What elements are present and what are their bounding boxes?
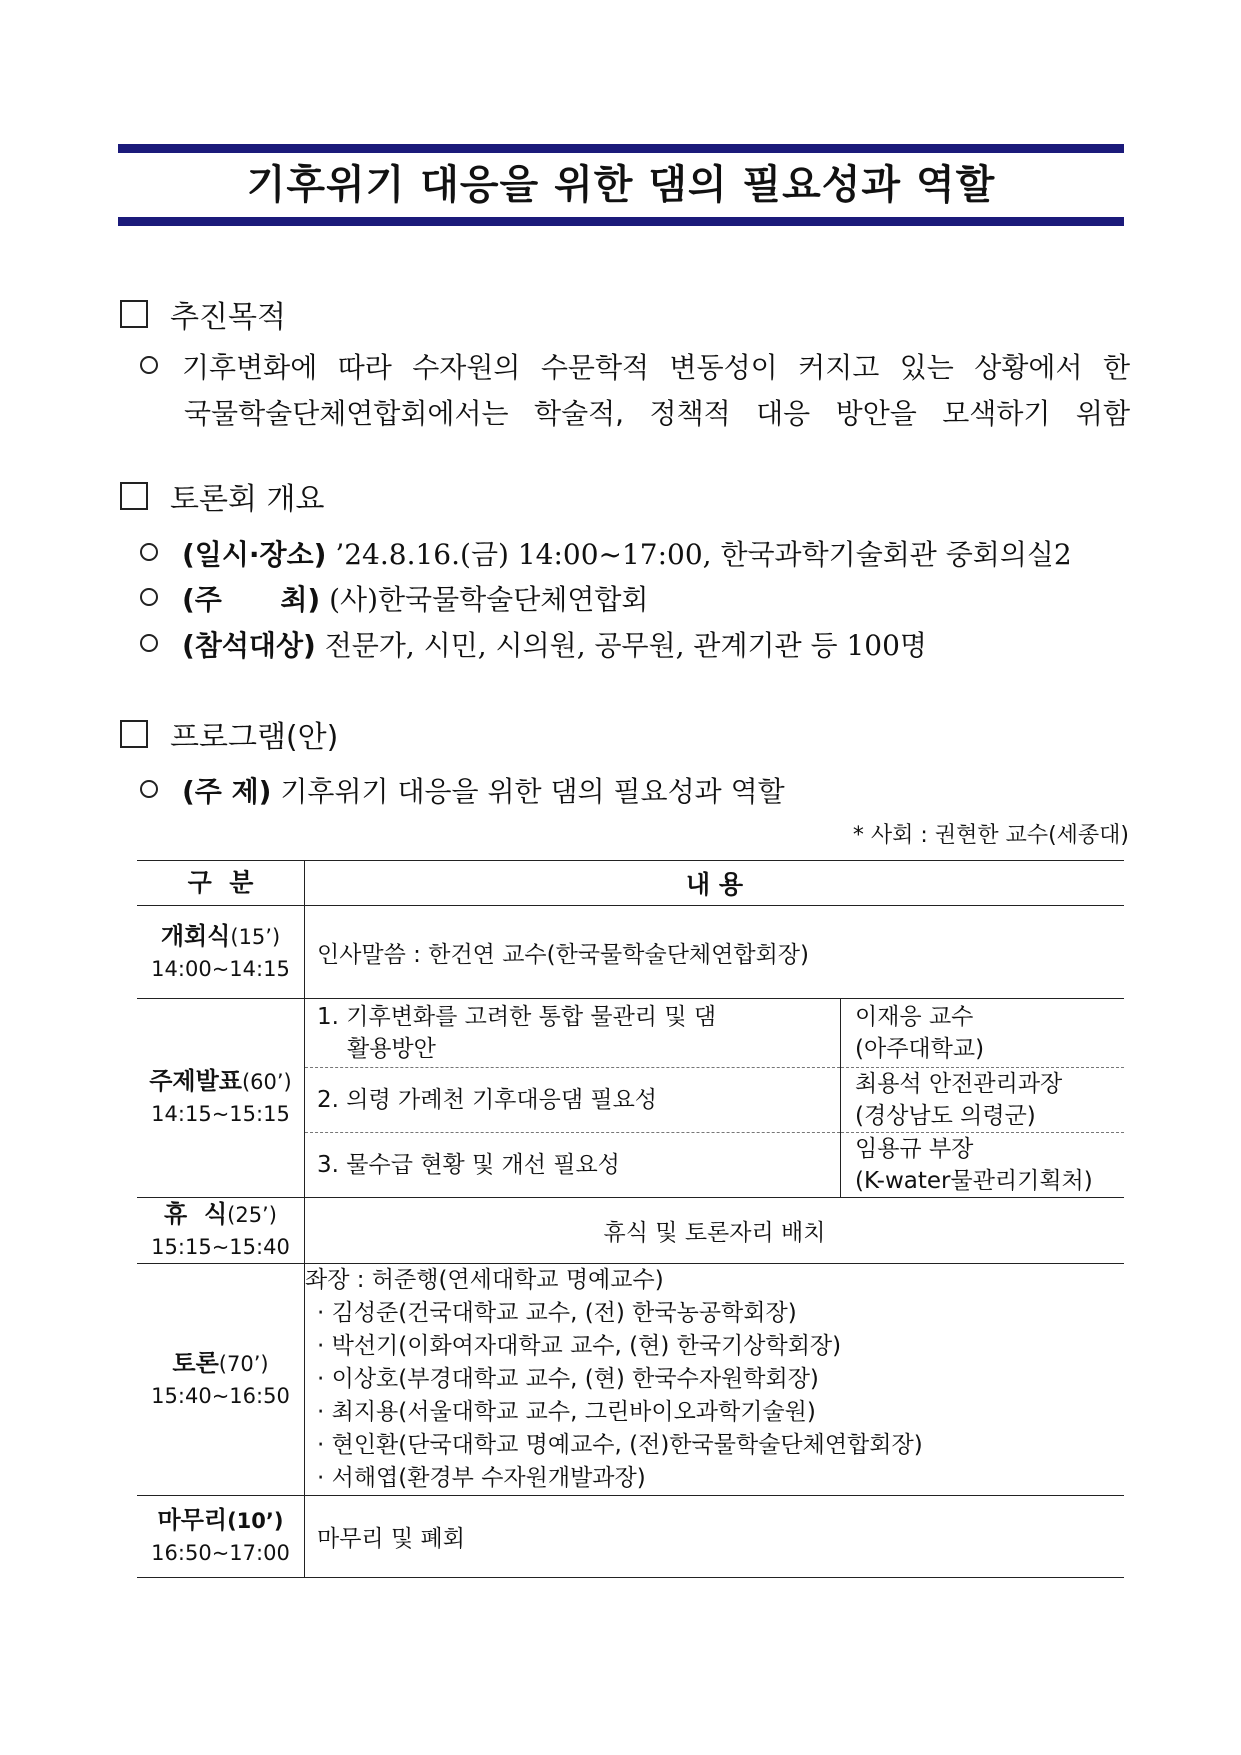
bullet-circle-icon [140, 356, 158, 374]
panelist: · 현인환(단국대학교 명예교수, (전)한국물학술단체연합회장) [317, 1431, 923, 1458]
purpose-line-1: 기후변화에 따라 수자원의 수문학적 변동성이 커지고 있는 상황에서 한 [182, 351, 1130, 384]
panelist: · 이상호(부경대학교 교수, (현) 한국수자원학회장) [317, 1365, 819, 1392]
overview-item-host: (주 최) (사)한국물학술단체연합회 [140, 578, 648, 618]
row-label-opening: 개회식(15’) 14:00~14:15 [137, 906, 305, 999]
row-content-keynote [305, 999, 1125, 1198]
table-row [137, 1197, 1124, 1263]
table-header-category: 구 분 [137, 861, 305, 906]
section-overview-heading [120, 474, 324, 518]
section-purpose-heading [120, 292, 286, 336]
row-label-discussion: 토론(70’) 15:40~16:50 [137, 1263, 305, 1495]
row-label-keynote: 주제발표(60’) 14:15~15:15 [137, 999, 305, 1198]
overview-item-datetime: (일시·장소) ’24.8.16.(금) 14:00~17:00, 한국과학기술회관 중회의실2 [140, 533, 1072, 573]
row-label-closing: 마무리(10’) 16:50~17:00 [137, 1495, 305, 1577]
title-bar-top [118, 144, 1124, 153]
purpose-paragraph [140, 345, 1130, 437]
table-row [137, 906, 1124, 999]
section-heading-text: 추진목적 [170, 300, 286, 335]
table-row [137, 1263, 1124, 1495]
row-content-opening: 인사말씀 : 한건연 교수(한국물학술단체연합회장) [317, 941, 809, 968]
section-program-heading [120, 712, 338, 756]
table-row [137, 1495, 1124, 1577]
talk-row: 3. 물수급 현황 및 개선 필요성 임용규 부장 (K-water물관리기획처) [305, 1132, 1124, 1197]
talk-row: 1. 기후변화를 고려한 통합 물관리 및 댐 활용방안 이재응 교수 (아주대학교) [305, 999, 1124, 1067]
checkbox-square-icon [120, 300, 148, 328]
section-heading-text: 토론회 개요 [170, 482, 325, 517]
program-table [137, 860, 1124, 1578]
overview-item-attendees: (참석대상) 전문가, 시민, 시의원, 공무원, 관계기관 등 100명 [140, 624, 927, 664]
panelist: · 김성준(건국대학교 교수, (전) 한국농공학회장) [317, 1299, 797, 1326]
panelist: · 서해엽(환경부 수자원개발과장) [317, 1464, 646, 1491]
bullet-circle-icon [140, 588, 158, 606]
checkbox-square-icon [120, 720, 148, 748]
discussion-chair: 좌장 : 허준행(연세대학교 명예교수) [305, 1266, 664, 1293]
section-heading-text: 프로그램(안) [170, 720, 339, 755]
talk-row: 2. 의령 가례천 기후대응댐 필요성 최용석 안전관리과장 (경상남도 의령군) [305, 1067, 1124, 1132]
checkbox-square-icon [120, 482, 148, 510]
table-row [137, 999, 1124, 1198]
table-header-content: 내 용 [305, 861, 1125, 906]
row-content-break: 휴식 및 토론자리 배치 [603, 1219, 826, 1246]
row-label-break: 휴 식(25’) 15:15~15:40 [137, 1197, 305, 1263]
page-title: 기후위기 대응을 위한 댐의 필요성과 역할 [246, 162, 996, 208]
purpose-line-2: 국물학술단체연합회에서는 학술적, 정책적 대응 방안을 모색하기 위함 [184, 397, 1130, 430]
moderator-note: * 사회 : 권현한 교수(세종대) [852, 823, 1129, 848]
bullet-circle-icon [140, 543, 158, 561]
program-theme: (주 제) 기후위기 대응을 위한 댐의 필요성과 역할 [140, 770, 785, 810]
panelist: · 박선기(이화여자대학교 교수, (현) 한국기상학회장) [317, 1332, 842, 1359]
title-bar-bottom [118, 217, 1124, 226]
bullet-circle-icon [140, 634, 158, 652]
row-content-discussion [305, 1263, 1125, 1495]
panelist: · 최지용(서울대학교 교수, 그린바이오과학기술원) [317, 1398, 816, 1425]
keynote-talks [305, 999, 1124, 1197]
row-content-closing: 마무리 및 폐회 [317, 1525, 465, 1552]
bullet-circle-icon [140, 780, 158, 798]
